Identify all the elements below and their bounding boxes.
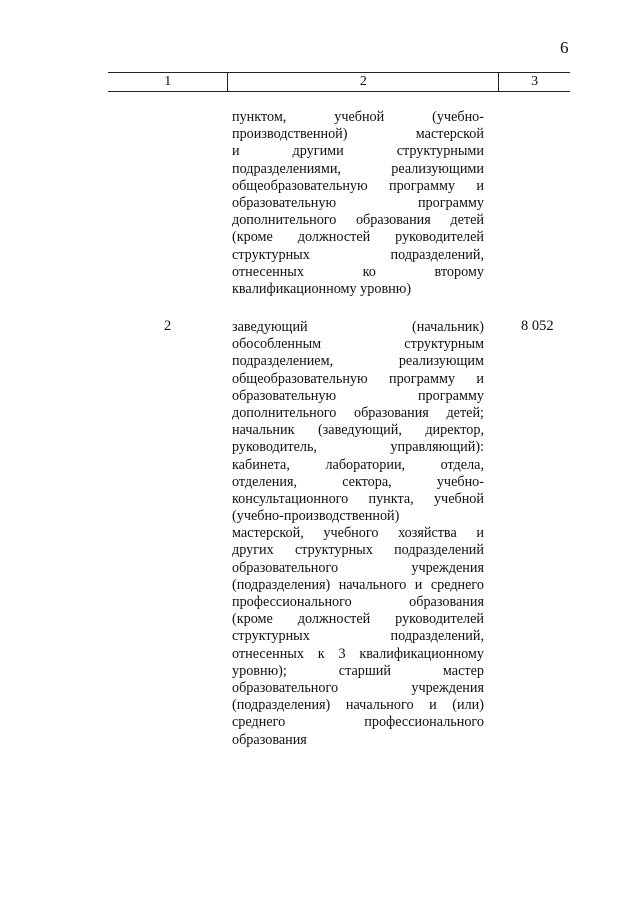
text-line: среднего профессионального: [232, 714, 484, 731]
text-line: обособленным структурным: [232, 336, 484, 353]
row-number: 2: [164, 318, 172, 334]
text-line: подразделением, реализующим: [232, 353, 484, 370]
text-line: заведующий (начальник): [232, 319, 484, 335]
text-line: квалификационному уровню): [232, 280, 412, 297]
page-number: 6: [560, 38, 569, 57]
text-line: кабинета, лаборатории, отдела,: [232, 456, 484, 473]
text-line: других структурных подразделений: [232, 542, 484, 559]
text-line: уровню); старший мастер: [232, 662, 484, 679]
table-header-row: [108, 72, 570, 92]
text-line: образовательного учреждения: [232, 679, 484, 696]
text-line: мастерской, учебного хозяйства и: [232, 525, 484, 542]
text-line: образования: [232, 731, 307, 748]
text-line: образовательную программу: [232, 387, 484, 404]
text-line: (кроме должностей руководителей: [232, 611, 484, 628]
text-line: руководитель, управляющий):: [232, 439, 484, 456]
text-line: (кроме должностей руководителей: [232, 229, 484, 246]
continuation-text: [232, 109, 484, 298]
column-header-3: 3: [531, 74, 539, 89]
text-line: структурных подразделений,: [232, 628, 484, 645]
column-header-2: 2: [228, 73, 499, 91]
text-line: профессионального образования: [232, 594, 484, 610]
text-line: (учебно-производственной): [232, 508, 400, 525]
text-line: консультационного пункта, учебной: [232, 490, 484, 507]
text-line: общеобразовательную программу и: [232, 177, 484, 194]
text-line: дополнительного образования детей;: [232, 404, 484, 421]
text-line: производственной) мастерской: [232, 126, 484, 143]
text-line: (подразделения) начального и среднего: [232, 576, 484, 593]
row-description: [232, 319, 484, 749]
text-line: отнесенных ко второму: [232, 263, 484, 280]
text-line: структурных подразделений,: [232, 246, 484, 263]
text-line: пунктом, учебной (учебно-: [232, 109, 484, 125]
text-line: начальник (заведующий, директор,: [232, 422, 484, 439]
text-line: общеобразовательную программу и: [232, 370, 484, 387]
row-value: 8 052: [521, 318, 554, 334]
text-line: образовательного учреждения: [232, 559, 484, 576]
text-line: дополнительного образования детей: [232, 212, 484, 229]
text-line: отнесенных к 3 квалификационному: [232, 645, 484, 662]
column-header-1: 1: [108, 73, 228, 91]
text-line: (подразделения) начального и (или): [232, 697, 484, 714]
text-line: образовательную программу: [232, 194, 484, 211]
text-line: отделения, сектора, учебно-: [232, 473, 484, 490]
text-line: подразделениями, реализующими: [232, 160, 484, 177]
text-line: и другими структурными: [232, 143, 484, 160]
